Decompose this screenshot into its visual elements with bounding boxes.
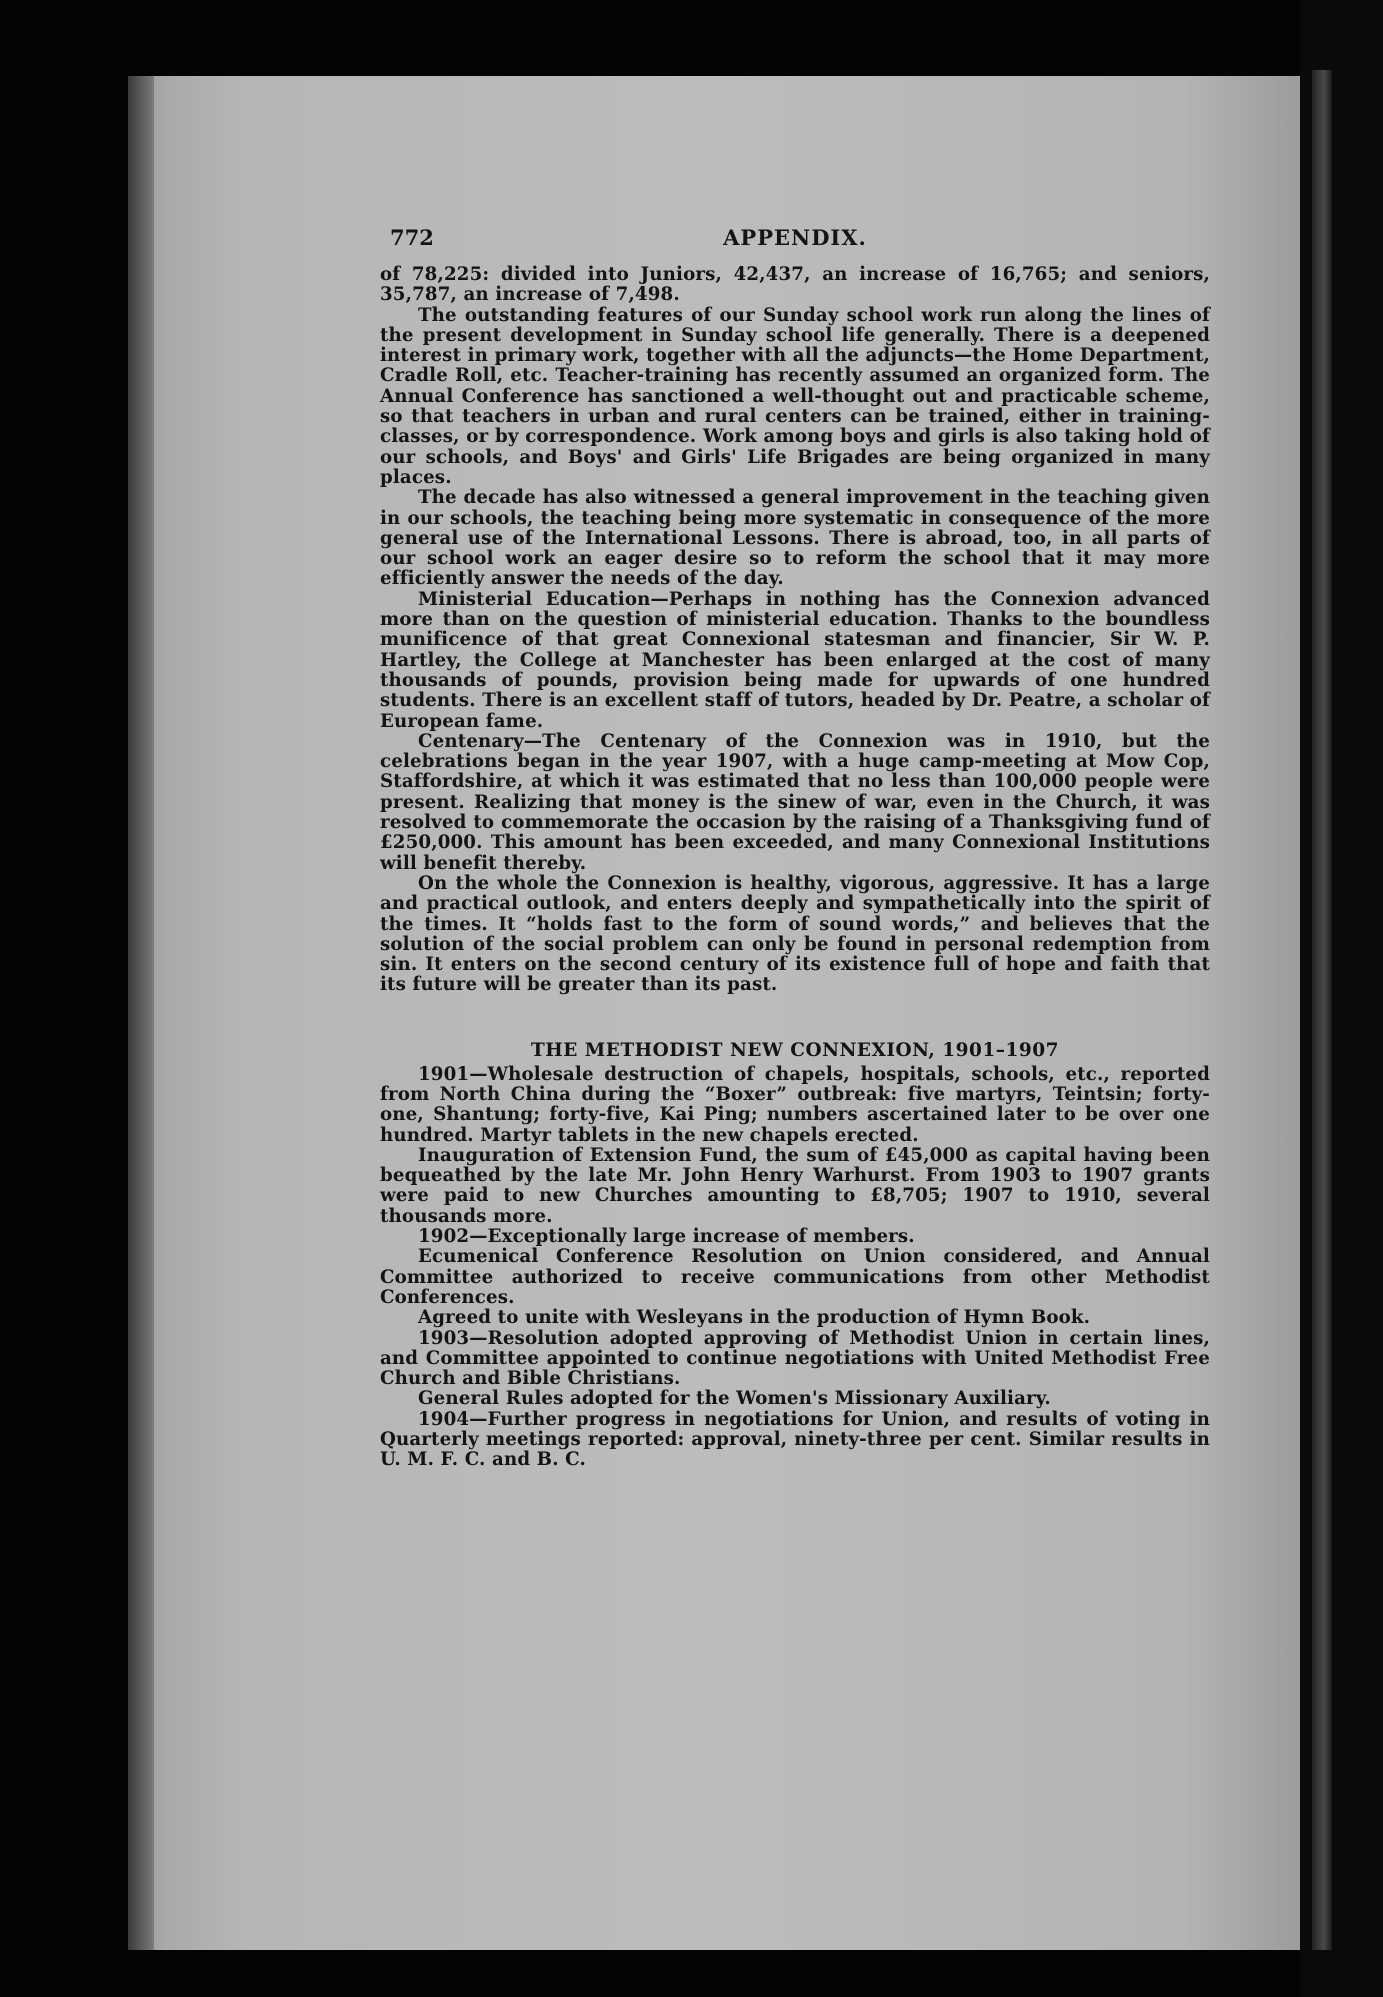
paragraph-lead: 1902	[418, 1226, 470, 1248]
paragraph-text: —Wholesale destruction of chapels, hospitals, schools, etc., reported from North China during the “Boxer” outbreak: five martyrs, Teintsin; forty-one, Shantung; forty-five, Kai Ping; numbers ascertained later to be over one hundred. Martyr tablets in the new chapels erected.	[380, 1063, 1210, 1146]
paragraph	[380, 590, 1210, 732]
adjacent-page-edge	[1312, 70, 1332, 1950]
paragraph-text: —Further progress in negotiations for Union, and results of voting in Quarterly meetings reported: approval, ninety-three per cent. Similar results in U. M. F. C. and B. C.	[380, 1408, 1210, 1471]
paragraph-text: —Exceptionally large increase of members.	[469, 1226, 915, 1248]
paragraph-lead: 1903	[418, 1327, 470, 1349]
paragraph: Ecumenical Conference Resolution on Union considered, and Annual Committee authorized to receive communications from other Methodist Conferences.	[380, 1246, 1210, 1308]
page-number: 772	[390, 225, 434, 250]
paragraph	[380, 1065, 1210, 1146]
body-text-part1	[380, 265, 1210, 996]
paragraph	[380, 732, 1210, 874]
paragraph-text: —Resolution adopted approving of Methodist Union in certain lines, and Committee appointed to continue negotiations with United Methodist Free Church and Bible Christians.	[380, 1327, 1210, 1390]
paragraph	[380, 1410, 1210, 1471]
paragraph	[380, 1227, 1210, 1247]
paragraph-lead: 1904	[418, 1408, 470, 1430]
paragraph	[380, 1329, 1210, 1390]
paragraph: On the whole the Connexion is healthy, vigorous, aggressive. It has a large and practical outlook, and enters deeply and sympathetically into the spirit of the times. It “holds fast to the form of sound words,” and believes that the solution of the social problem can only be found in personal redemption from sin. It enters on the second century of its existence full of hope and faith that its future will be greater than its past.	[380, 872, 1210, 996]
paragraph-lead: 1901	[418, 1063, 470, 1085]
paragraph-text: —Perhaps in nothing has the Connexion advanced more than on the question of ministerial education. Thanks to the boundless munificence of that great Connexional statesman and financier, Sir W. P. Hartley, the College at Manchester has been enlarged at the cost of many thousands of pounds, provision being made for upwards of one hundred students. There is an excellent staff of tutors, headed by Dr. Peatre, a scholar of European fame.	[380, 588, 1210, 732]
paragraph-lead: Centenary	[418, 730, 524, 752]
paragraph-text: —The Centenary of the Connexion was in 1910, but the celebrations began in the year 1907, with a huge camp-meeting at Mow Cop, Staffordshire, at which it was estimated that no less than 100,000 people were present. Realizing that money is the sinew of war, even in the Church, it was resolved to commemorate the occasion by the raising of a Thanksgiving fund of £250,000. This amount has been exceeded, and many Connexional Institutions will benefit thereby.	[380, 730, 1210, 874]
page-content	[380, 225, 1210, 1471]
running-title: APPENDIX.	[723, 225, 867, 250]
page-gutter-shadow	[128, 76, 154, 1950]
paragraph-lead: Ministerial Education	[418, 588, 651, 610]
paragraph: of 78,225: divided into Juniors, 42,437, an increase of 16,765; and seniors, 35,787, an increase of 7,498.	[380, 264, 1210, 306]
paragraph: General Rules adopted for the Women's Missionary Auxiliary.	[418, 1388, 1051, 1410]
paragraph: Agreed to unite with Wesleyans in the production of Hymn Book.	[418, 1307, 1091, 1329]
paragraph: The decade has also witnessed a general improvement in the teaching given in our schools, the teaching being more systematic in consequence of the more general use of the International Lessons. There is abroad, too, in all parts of our school work an eager desire so to reform the school that it may more efficiently answer the needs of the day.	[380, 487, 1210, 590]
paragraph: The outstanding features of our Sunday school work run along the lines of the present development in Sunday school life generally. There is a deepened interest in primary work, together with all the adjuncts—the Home Department, Cradle Roll, etc. Teacher-training has recently assumed an organized form. The Annual Conference has sanctioned a well-thought out and practicable scheme, so that teachers in urban and rural centers can be trained, either in training-classes, or by correspondence. Work among boys and girls is also taking hold of our schools, and Boys' and Girls' Life Brigades are being organized in many places.	[380, 304, 1210, 488]
paragraph: Inauguration of Extension Fund, the sum of £45,000 as capital having been bequeathed by the late Mr. John Henry Warhurst. From 1903 to 1907 grants were paid to new Churches amounting to £8,705; 1907 to 1910, several thousands more.	[380, 1144, 1210, 1227]
running-head	[380, 225, 1210, 265]
section-heading: THE METHODIST NEW CONNEXION, 1901–1907	[531, 1039, 1059, 1061]
body-text-part2	[380, 1065, 1210, 1471]
